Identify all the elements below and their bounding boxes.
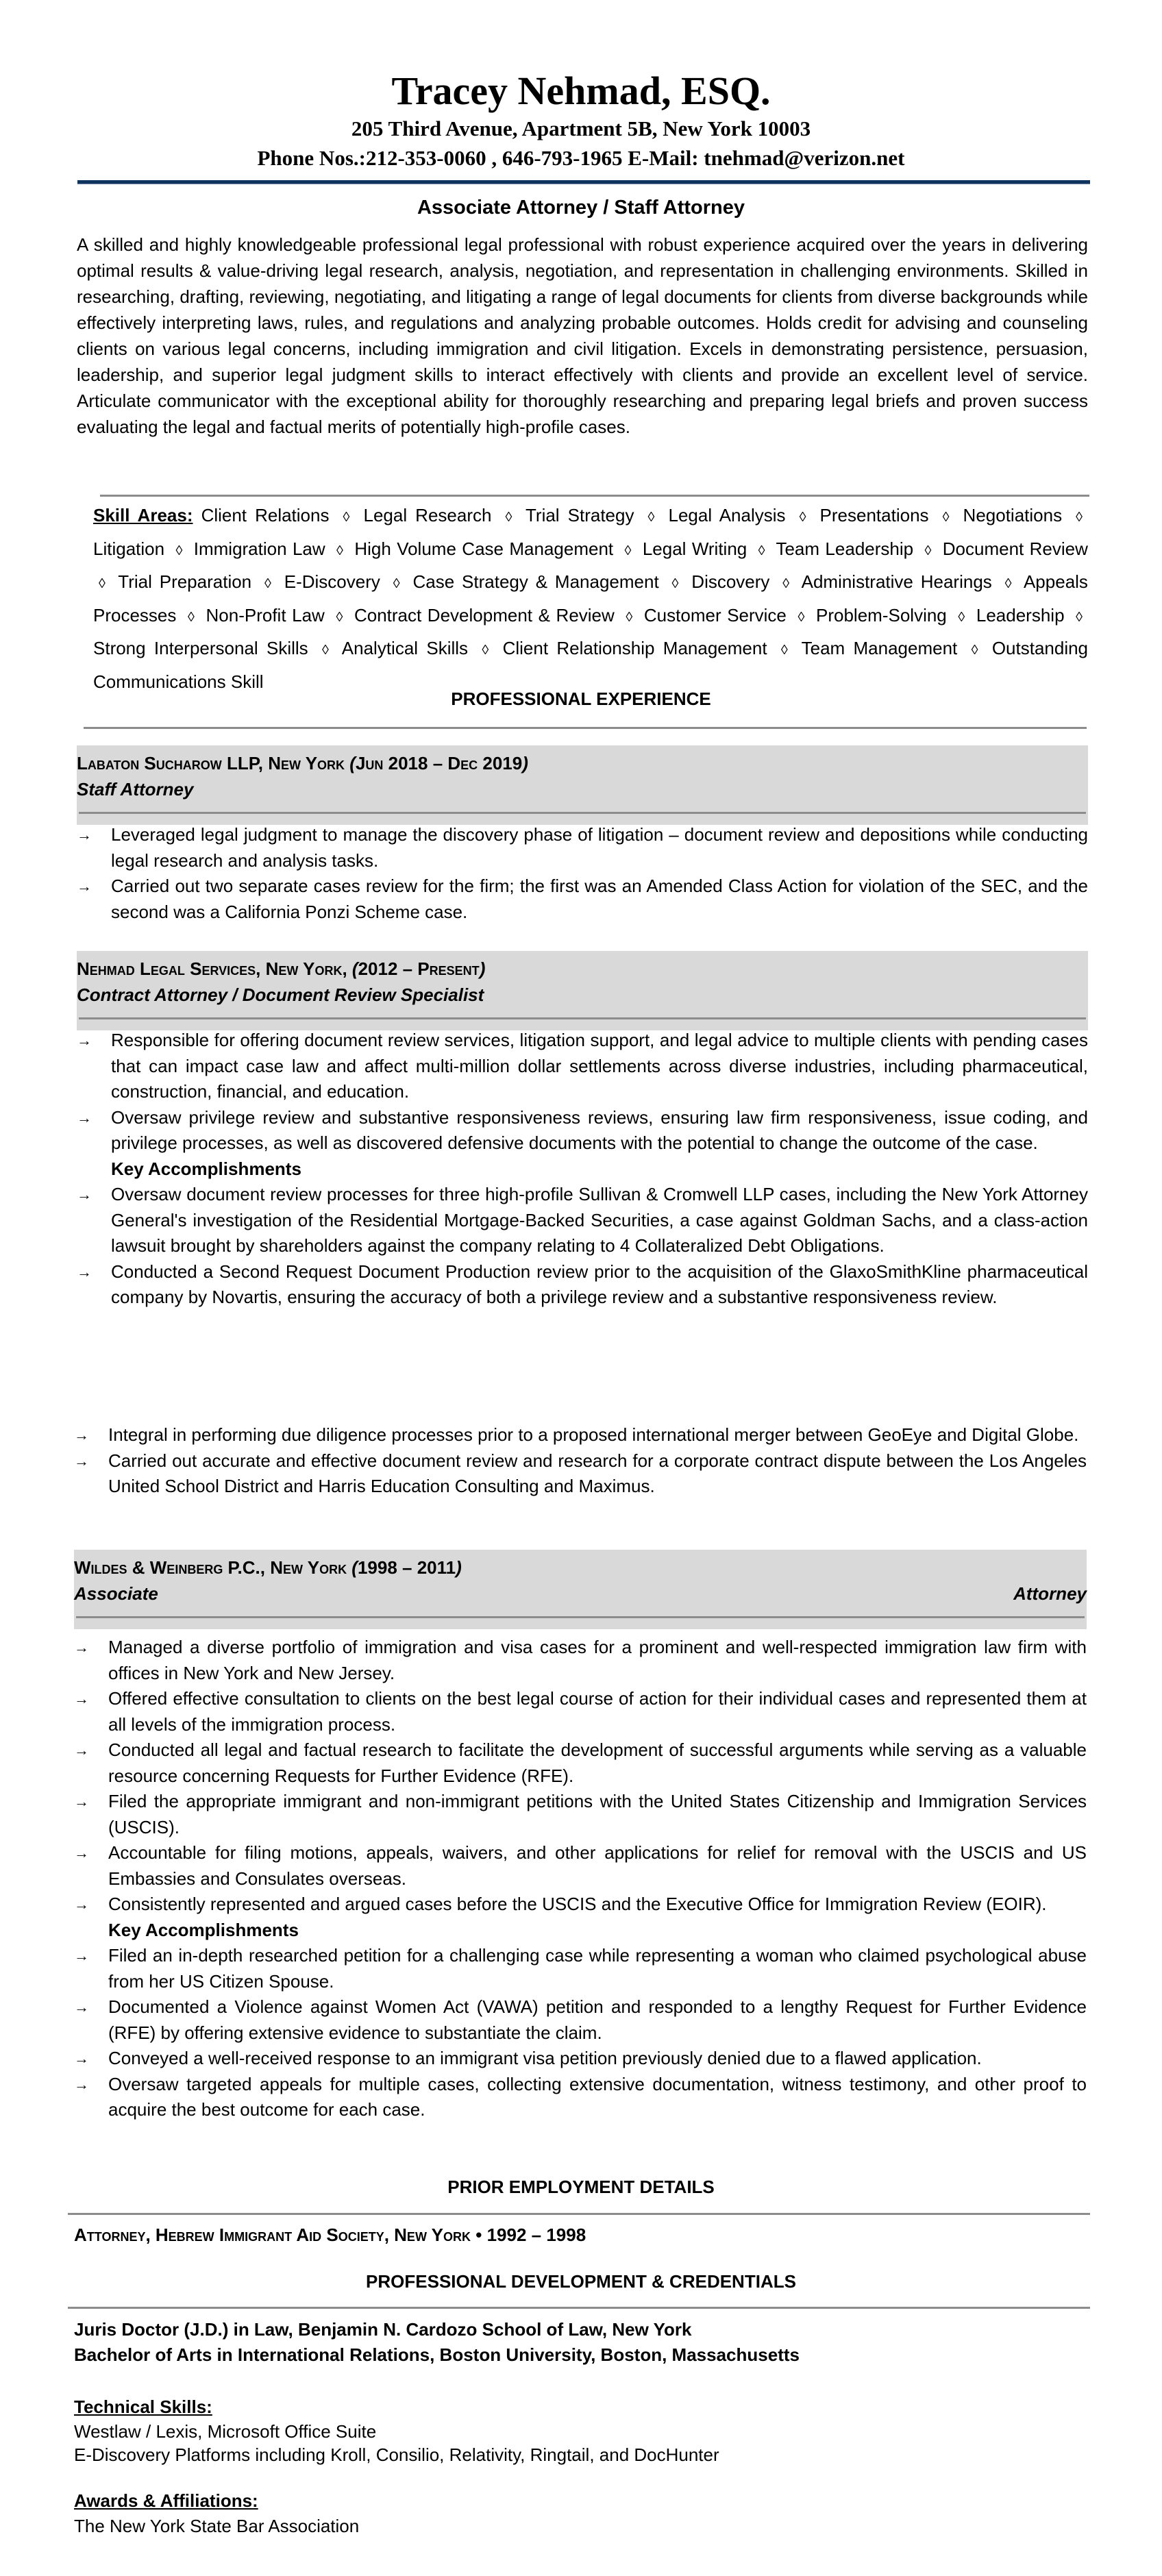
bullet-item: → Offered effective consultation to clients on the best legal course of action for their individual cases and represented them at all levels of the immigration process. bbox=[74, 1686, 1087, 1737]
diamond-separator-icon: ◊ bbox=[647, 510, 655, 525]
technical-skill-item: E-Discovery Platforms including Kroll, Consilio, Relativity, Ringtail, and DocHunter bbox=[74, 2444, 719, 2465]
degree-jd: Juris Doctor (J.D.) in Law, Benjamin N. Cardozo School of Law, New York bbox=[74, 2319, 692, 2340]
arrow-icon: → bbox=[74, 1998, 89, 2016]
diamond-separator-icon: ◊ bbox=[671, 576, 679, 591]
diamond-separator-icon: ◊ bbox=[393, 576, 400, 591]
skill-areas-label: Skill Areas: bbox=[93, 505, 193, 525]
skill-item: Discovery bbox=[691, 571, 770, 592]
section-title-experience: PROFESSIONAL EXPERIENCE bbox=[451, 689, 711, 709]
bullet-item: → Managed a diverse portfolio of immigration and visa cases for a prominent and well-respected immigration law firm with offices in New York and New Jersey. bbox=[74, 1635, 1087, 1686]
skill-item: Trial Strategy bbox=[526, 505, 634, 525]
skill-item: Legal Analysis bbox=[668, 505, 786, 525]
job-role-right: Attorney bbox=[1013, 1583, 1087, 1604]
skill-item: Team Management bbox=[801, 638, 958, 658]
contact-line: Phone Nos.:212-353-0060 , 646-793-1965 E-Mail: tnehmad@verizon.net bbox=[257, 146, 905, 170]
skill-item: Outstanding Communications Skill bbox=[93, 638, 1089, 692]
job-header-divider bbox=[76, 1616, 1085, 1618]
bullet-item: → Oversaw document review processes for three high-profile Sullivan & Cromwell LLP cases, including the New York Attorney General's investigation of the Residential Mortgage-Backed Securities, a case against Goldman Sachs, and a class-action lawsuit brought by shareholders against the company relating to 4 Collateralized Debt Obligations. bbox=[77, 1182, 1088, 1259]
arrow-icon: → bbox=[74, 1947, 89, 1964]
arrow-icon: → bbox=[77, 826, 92, 843]
skill-item: Analytical Skills bbox=[341, 638, 469, 658]
diamond-separator-icon: ◊ bbox=[942, 510, 950, 525]
arrow-icon: → bbox=[77, 1263, 92, 1280]
job-role: Staff Attorney bbox=[77, 779, 194, 800]
bullet-item: → Conveyed a well-received response to an immigrant visa petition previously denied due to a flawed application. bbox=[74, 2046, 1087, 2072]
skill-item: Customer Service bbox=[643, 604, 787, 626]
job-header-divider bbox=[79, 1017, 1086, 1019]
arrow-icon: → bbox=[77, 1186, 92, 1203]
job-bullets-wildes bbox=[74, 1635, 1087, 2123]
section-title-prior-employment: PRIOR EMPLOYMENT DETAILS bbox=[447, 2177, 715, 2197]
diamond-separator-icon: ◊ bbox=[782, 576, 790, 591]
prior-employment-entry: Attorney, Hebrew Immigrant Aid Society, New York • 1992 – 1998 bbox=[74, 2225, 586, 2245]
bullet-item: → Documented a Violence against Women Act (VAWA) petition and responded to a lengthy Request for Further Evidence (RFE) by offering extensive evidence to substantiate the claim. bbox=[74, 1994, 1087, 2046]
skill-list bbox=[93, 505, 1088, 692]
skill-item: Contract Development & Review bbox=[354, 604, 615, 626]
arrow-icon: → bbox=[77, 1032, 92, 1049]
skill-item: Trial Preparation bbox=[118, 571, 252, 592]
experience-divider bbox=[84, 727, 1087, 729]
diamond-separator-icon: ◊ bbox=[780, 643, 788, 658]
bullet-item: → Integral in performing due diligence processes prior to a proposed international merger between GeoEye and Digital Globe. bbox=[74, 1422, 1087, 1448]
job-header-nehmad bbox=[77, 951, 1088, 1030]
skill-item: Litigation bbox=[93, 538, 165, 559]
diamond-separator-icon: ◊ bbox=[336, 609, 343, 625]
skill-item: Appeals Processes bbox=[93, 571, 1088, 626]
arrow-icon: → bbox=[74, 1639, 89, 1656]
diamond-separator-icon: ◊ bbox=[1076, 510, 1083, 525]
arrow-icon: → bbox=[77, 878, 92, 895]
bullet-item: → Carried out accurate and effective document review and research for a corporate contract dispute between the Los Angeles United School District and Harris Education Consulting and Maximus. bbox=[74, 1448, 1087, 1500]
skills-divider bbox=[100, 495, 1089, 497]
candidate-name: Tracey Nehmad, ESQ. bbox=[391, 69, 771, 113]
bullet-item: → Responsible for offering document review services, litigation support, and legal advice to multiple clients with pending cases that can impact case law and affect multi-million dollar settlements across diverse industries, including pharmaceutical, construction, financial, and education. bbox=[77, 1028, 1088, 1105]
skill-item: High Volume Case Management bbox=[354, 538, 614, 559]
diamond-separator-icon: ◊ bbox=[343, 510, 350, 525]
job-company: Labaton Sucharow LLP, New York (Jun 2018 – Dec 2019) bbox=[77, 753, 528, 773]
diamond-separator-icon: ◊ bbox=[1076, 609, 1083, 625]
skill-item: E-Discovery bbox=[284, 571, 380, 592]
arrow-icon: → bbox=[74, 1742, 89, 1759]
skill-item: Legal Writing bbox=[642, 538, 747, 559]
bullet-item: → Conducted a Second Request Document Production review prior to the acquisition of the GlaxoSmithKline pharmaceutical company by Novartis, ensuring the accuracy of both a privilege review and a substantive responsiveness review. bbox=[77, 1259, 1088, 1311]
job-header-divider bbox=[79, 812, 1086, 814]
diamond-separator-icon: ◊ bbox=[958, 609, 965, 625]
skill-item: Problem-Solving bbox=[816, 604, 947, 626]
diamond-separator-icon: ◊ bbox=[99, 576, 106, 591]
skill-item: Team Leadership bbox=[776, 538, 914, 559]
diamond-separator-icon: ◊ bbox=[336, 543, 343, 558]
bullet-item: → Carried out two separate cases review for the firm; the first was an Amended Class Action for violation of the SEC, and the second was a California Ponzi Scheme case. bbox=[77, 874, 1088, 925]
technical-skill-item: Westlaw / Lexis, Microsoft Office Suite bbox=[74, 2421, 377, 2442]
arrow-icon: → bbox=[74, 2075, 89, 2093]
job-bullets-nehmad-extra bbox=[74, 1422, 1087, 1500]
diamond-separator-icon: ◊ bbox=[624, 543, 632, 558]
diamond-separator-icon: ◊ bbox=[924, 543, 932, 558]
job-company: Wildes & Weinberg P.C., New York (1998 – 2011) bbox=[74, 1557, 462, 1578]
arrow-icon: → bbox=[74, 1844, 89, 1861]
section-title-credentials: PROFESSIONAL DEVELOPMENT & CREDENTIALS bbox=[366, 2271, 796, 2292]
award-item: The New York State Bar Association bbox=[74, 2516, 360, 2536]
bullet-item: → Leveraged legal judgment to manage the discovery phase of litigation – document review and depositions while conducting legal research and analysis tasks. bbox=[77, 822, 1088, 874]
arrow-icon: → bbox=[74, 1452, 89, 1470]
key-accomplishments-label: Key Accomplishments bbox=[108, 1919, 299, 1940]
headline: Associate Attorney / Staff Attorney bbox=[417, 197, 745, 219]
job-bullets-labaton bbox=[77, 822, 1088, 925]
skill-item: Administrative Hearings bbox=[801, 571, 992, 592]
header-divider bbox=[77, 180, 1090, 184]
diamond-separator-icon: ◊ bbox=[758, 543, 765, 558]
skill-item: Document Review bbox=[942, 538, 1088, 559]
diamond-separator-icon: ◊ bbox=[188, 609, 195, 625]
job-company: Nehmad Legal Services, New York, (2012 – Present) bbox=[77, 958, 486, 979]
arrow-icon: → bbox=[74, 1690, 89, 1707]
bullet-item: → Conducted all legal and factual research to facilitate the development of successful arguments while serving as a valuable resource concerning Requests for Further Evidence (RFE). bbox=[74, 1737, 1087, 1789]
arrow-icon: → bbox=[77, 1109, 92, 1126]
summary-paragraph: A skilled and highly knowledgeable professional legal professional with robust experience acquired over the years in delivering optimal results & value-driving legal research, analysis, negotiation, and representation in challenging environments. Skilled in researching, drafting, reviewing, negotiating, and litigating a range of legal documents for clients from diverse backgrounds while effectively interpreting laws, rules, and regulations and analyzing probable outcomes. Holds credit for advising and counseling clients on various legal concerns, including immigration and civil litigation. Excels in demonstrating persistence, persuasion, leadership, and superior legal judgment skills to interact effectively with clients and provide an excellent level of service. Articulate communicator with the exceptional ability for thoroughly researching and preparing legal briefs and proven success evaluating the legal and factual merits of potentially high-profile cases. bbox=[77, 234, 1088, 437]
skill-item: Non-Profit Law bbox=[206, 604, 325, 626]
skill-item: Case Strategy & Management bbox=[412, 571, 659, 592]
address: 205 Third Avenue, Apartment 5B, New York 10003 bbox=[351, 116, 811, 140]
credentials-divider bbox=[68, 2307, 1090, 2309]
arrow-icon: → bbox=[74, 1896, 89, 1913]
skill-item: Client Relations bbox=[201, 505, 330, 525]
diamond-separator-icon: ◊ bbox=[322, 643, 329, 658]
diamond-separator-icon: ◊ bbox=[798, 609, 805, 625]
skill-areas bbox=[93, 500, 1088, 697]
job-bullets-nehmad bbox=[77, 1028, 1088, 1311]
diamond-separator-icon: ◊ bbox=[799, 510, 806, 525]
bullet-item: → Consistently represented and argued cases before the USCIS and the Executive Office for Immigration Review (EOIR). bbox=[74, 1892, 1087, 1918]
skill-item: Immigration Law bbox=[193, 538, 325, 559]
job-role: Associate bbox=[74, 1583, 158, 1604]
diamond-separator-icon: ◊ bbox=[482, 643, 489, 658]
degree-ba: Bachelor of Arts in International Relations, Boston University, Boston, Massachusetts bbox=[74, 2344, 800, 2365]
diamond-separator-icon: ◊ bbox=[264, 576, 271, 591]
skill-item: Client Relationship Management bbox=[502, 638, 767, 658]
skill-item: Presentations bbox=[819, 505, 929, 525]
diamond-separator-icon: ◊ bbox=[626, 609, 633, 625]
diamond-separator-icon: ◊ bbox=[1004, 576, 1012, 591]
skill-item: Legal Research bbox=[363, 505, 492, 525]
bullet-item: → Oversaw targeted appeals for multiple cases, collecting extensive documentation, witness testimony, and other proof to acquire the best outcome for each case. bbox=[74, 2072, 1087, 2123]
diamond-separator-icon: ◊ bbox=[175, 543, 183, 558]
job-role: Contract Attorney / Document Review Specialist bbox=[77, 984, 484, 1005]
skill-item: Leadership bbox=[976, 604, 1065, 626]
diamond-separator-icon: ◊ bbox=[505, 510, 512, 525]
skill-item: Negotiations bbox=[963, 505, 1063, 525]
technical-skills-label: Technical Skills: bbox=[74, 2397, 212, 2417]
skill-item: Strong Interpersonal Skills bbox=[93, 638, 308, 658]
awards-label: Awards & Affiliations: bbox=[74, 2490, 258, 2511]
bullet-item: → Accountable for filing motions, appeals, waivers, and other applications for relief for removal with the USCIS and US Embassies and Consulates overseas. bbox=[74, 1840, 1087, 1892]
bullet-item: → Oversaw privilege review and substantive responsiveness reviews, ensuring law firm responsiveness, issue coding, and privilege processes, as well as discovered defensive documents with the potential to change the outcome of the case. bbox=[77, 1105, 1088, 1156]
diamond-separator-icon: ◊ bbox=[971, 643, 978, 658]
job-header-labaton bbox=[77, 745, 1088, 825]
arrow-icon: → bbox=[74, 2050, 89, 2067]
arrow-icon: → bbox=[74, 1793, 89, 1810]
prior-divider bbox=[68, 2213, 1090, 2215]
job-header-wildes bbox=[74, 1550, 1087, 1629]
key-accomplishments-label: Key Accomplishments bbox=[111, 1158, 301, 1179]
arrow-icon: → bbox=[74, 1426, 89, 1444]
bullet-item: → Filed the appropriate immigrant and non-immigrant petitions with the United States Citizenship and Immigration Services (USCIS). bbox=[74, 1789, 1087, 1840]
bullet-item: → Filed an in-depth researched petition for a challenging case while representing a woman who claimed psychological abuse from her US Citizen Spouse. bbox=[74, 1943, 1087, 1994]
